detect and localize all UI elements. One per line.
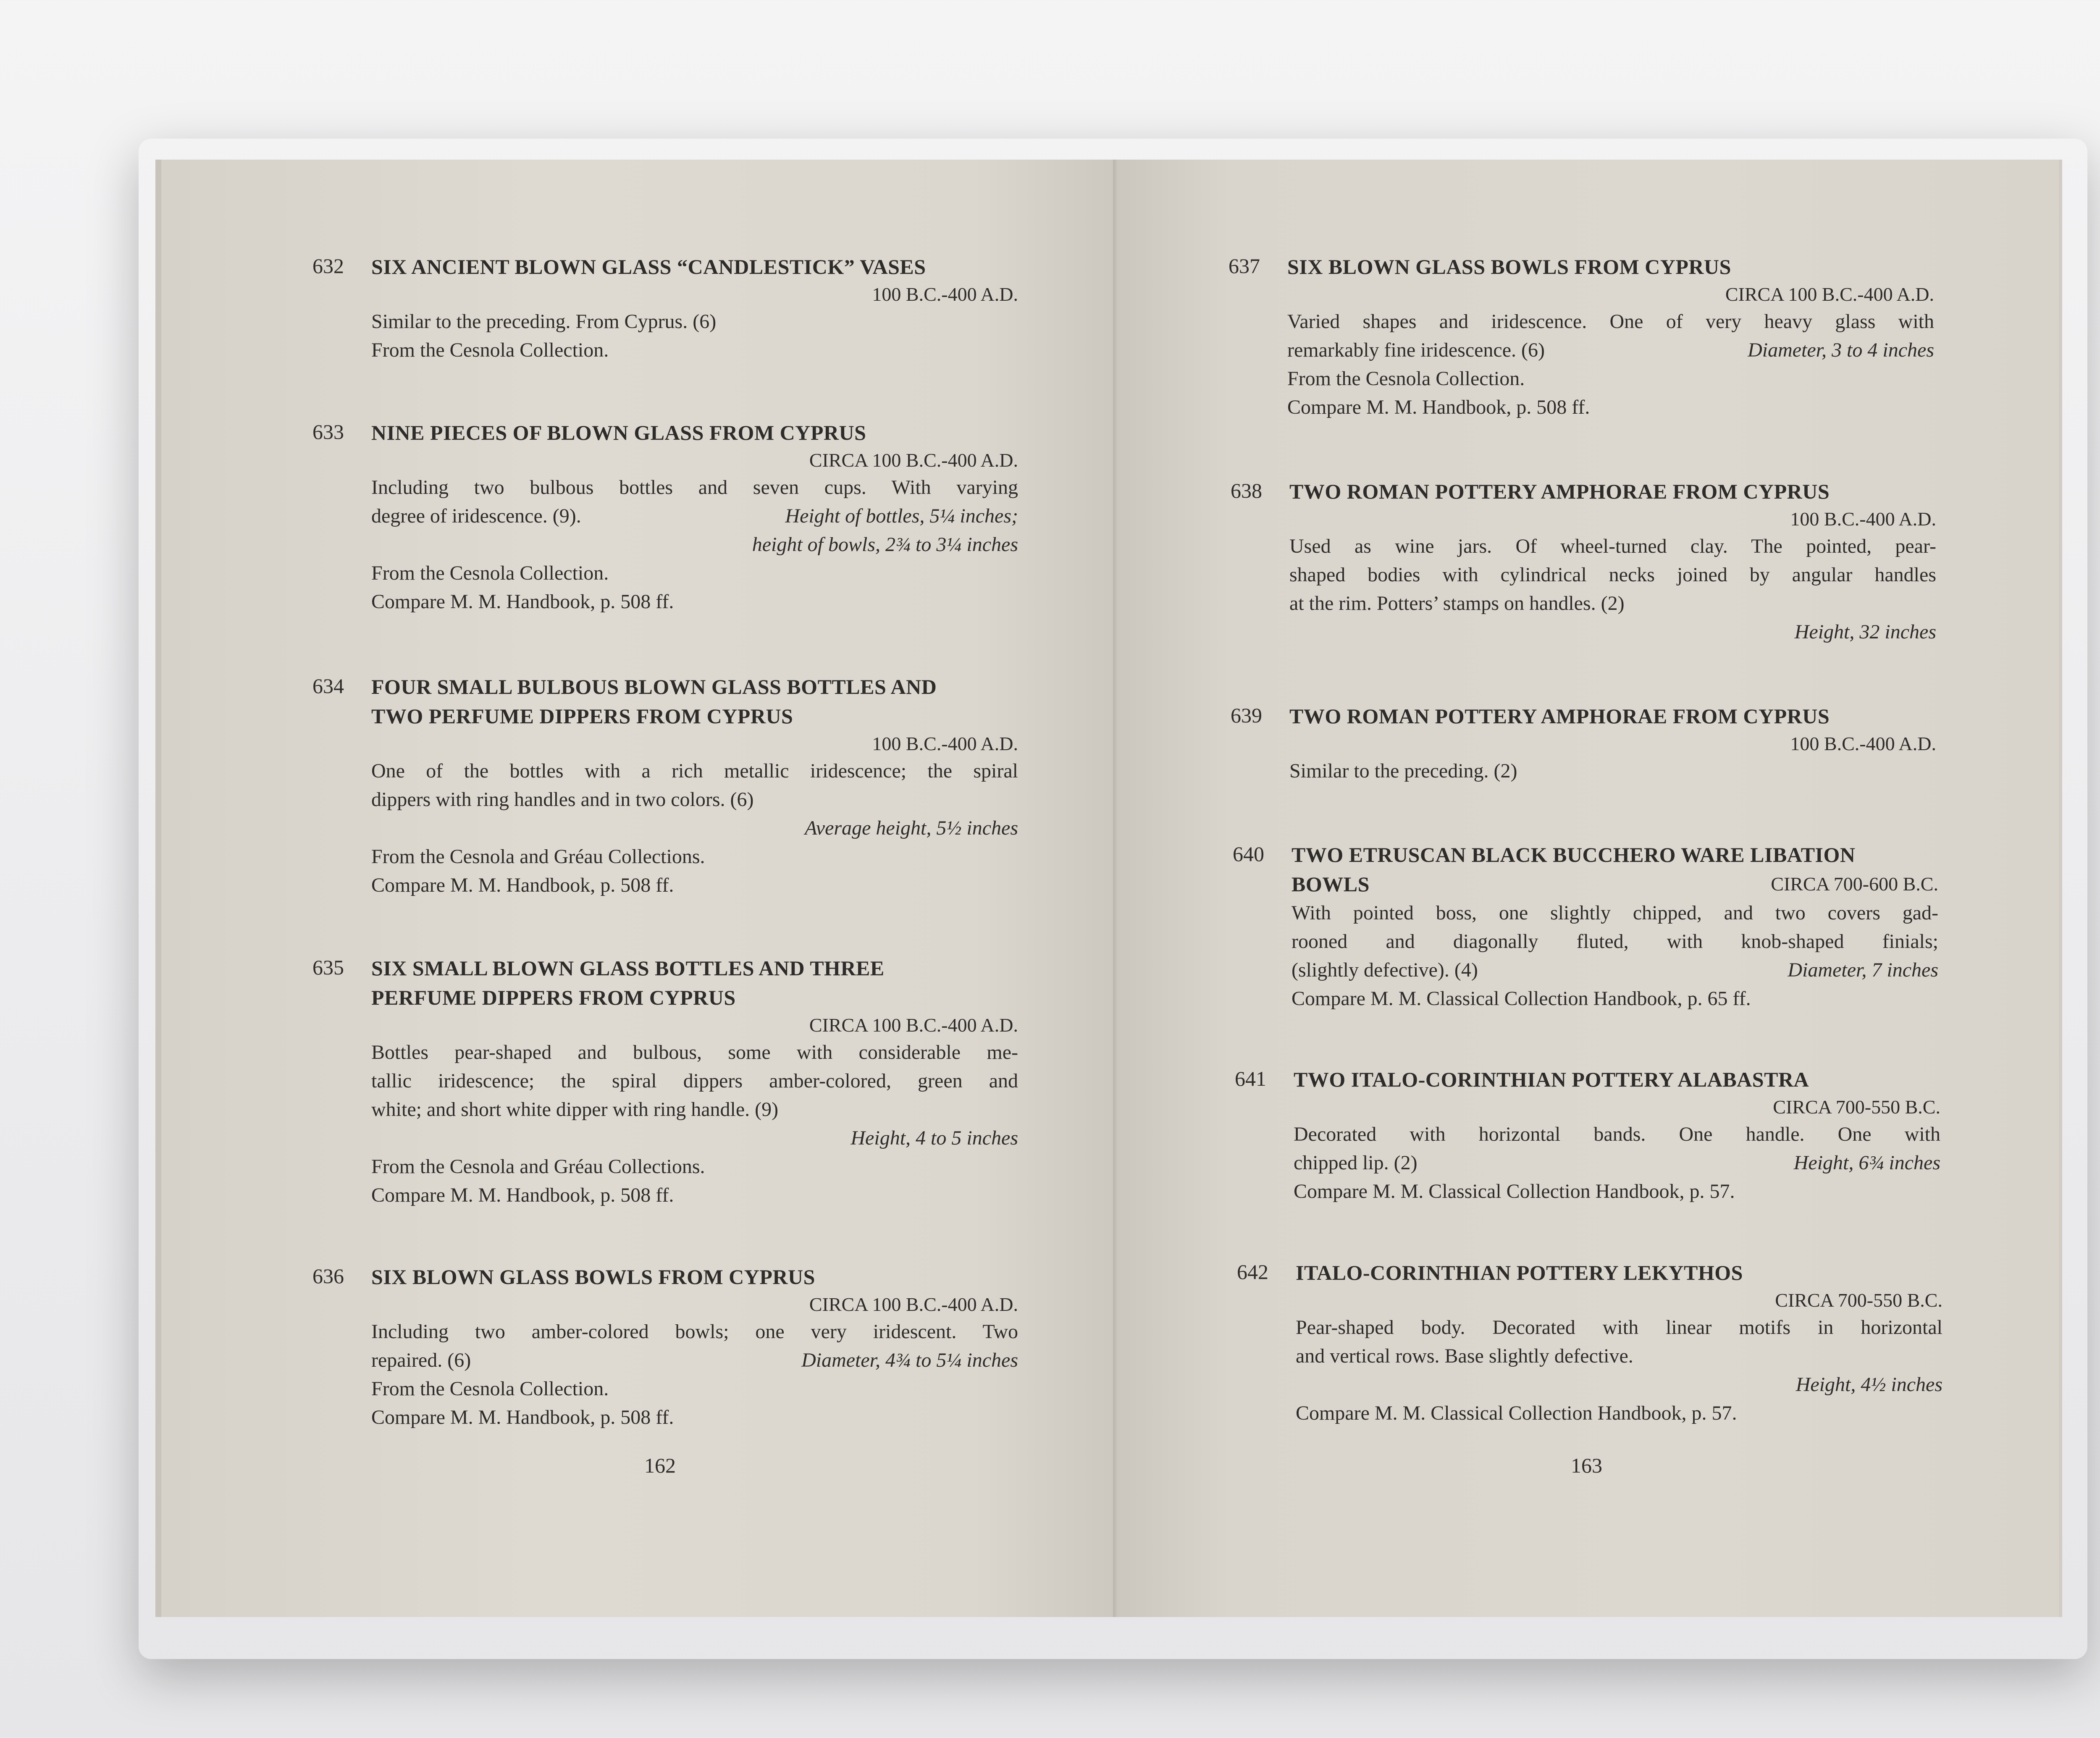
lot-date: CIRCA 700-550 B.C.: [1773, 1096, 1940, 1118]
lot-date: CIRCA 100 B.C.-400 A.D.: [1725, 284, 1934, 305]
lot-title-date-row: [1292, 869, 1938, 899]
lot-description-line: rooned and diagonally fluted, with knob-shaped finials;: [1292, 930, 1938, 953]
lot-description-line: shaped bodies with cylindrical necks joined by angular handles: [1289, 564, 1936, 586]
catalog-entry-637: [1228, 252, 1934, 422]
lot-description-line: Including two bulbous bottles and seven cups. With varying: [371, 476, 1018, 499]
lot-description-line: One of the bottles with a rich metallic iridescence; the spiral: [371, 760, 1018, 782]
lot-measurement: Diameter, 7 inches: [1788, 959, 1938, 981]
lot-measurement: Height, 6¾ inches: [1793, 1152, 1940, 1174]
lot-number: 634: [312, 674, 344, 698]
lot-description-split: [1292, 956, 1938, 985]
lot-date: 100 B.C.-400 A.D.: [872, 284, 1018, 305]
lot-reference: Compare M. M. Handbook, p. 508 ff.: [371, 1184, 674, 1206]
lot-title: PERFUME DIPPERS FROM CYPRUS: [371, 986, 736, 1009]
lot-title: SIX SMALL BLOWN GLASS BOTTLES AND THREE: [371, 956, 885, 980]
lot-title: TWO ITALO-CORINTHIAN POTTERY ALABASTRA: [1294, 1068, 1809, 1091]
page-number: 162: [644, 1454, 676, 1477]
lot-date: CIRCA 700-550 B.C.: [1775, 1289, 1942, 1311]
catalog-entry-632: [312, 252, 1018, 365]
lot-reference: Compare M. M. Handbook, p. 508 ff.: [371, 874, 674, 896]
lot-title: BOWLS: [1292, 872, 1370, 896]
lot-title: SIX BLOWN GLASS BOWLS FROM CYPRUS: [371, 1265, 815, 1289]
lot-provenance: From the Cesnola and Gréau Collections.: [371, 1155, 705, 1178]
lot-measurement: Average height, 5½ inches: [805, 817, 1018, 839]
lot-title: FOUR SMALL BULBOUS BLOWN GLASS BOTTLES AND: [371, 675, 937, 698]
lot-reference: Compare M. M. Classical Collection Handbook, p. 57.: [1294, 1180, 1735, 1202]
lot-description-line: white; and short white dipper with ring handle. (9): [371, 1098, 779, 1121]
page-number: 163: [1571, 1454, 1602, 1477]
lot-provenance: From the Cesnola and Gréau Collections.: [371, 845, 705, 868]
lot-measurement: height of bowls, 2¾ to 3¼ inches: [752, 533, 1018, 556]
lot-description-split: [371, 1346, 1018, 1375]
lot-description-line: With pointed boss, one slightly chipped, and two covers gad-: [1292, 902, 1938, 924]
lot-measurement: Height, 4½ inches: [1796, 1373, 1942, 1396]
lot-description-text: repaired. (6): [371, 1349, 471, 1371]
right-page: [1117, 160, 2062, 1617]
lot-description-line: Similar to the preceding. (2): [1289, 760, 1517, 782]
lot-measurement: Diameter, 4¾ to 5¼ inches: [801, 1349, 1018, 1371]
lot-description-line: Varied shapes and iridescence. One of very heavy glass with: [1287, 310, 1934, 333]
lot-description-line: Including two amber-colored bowls; one very iridescent. Two: [371, 1321, 1018, 1343]
lot-measurement: Height, 32 inches: [1794, 621, 1936, 643]
lot-measurement: Diameter, 3 to 4 inches: [1748, 339, 1934, 361]
lot-provenance: From the Cesnola Collection.: [371, 562, 609, 584]
lot-reference: Compare M. M. Handbook, p. 508 ff.: [1287, 396, 1590, 418]
lot-reference: Compare M. M. Classical Collection Handbook, p. 57.: [1296, 1402, 1737, 1424]
lot-reference: Compare M. M. Handbook, p. 508 ff.: [371, 1406, 674, 1428]
lot-number: 638: [1231, 479, 1262, 502]
lot-reference: Compare M. M. Classical Collection Handbook, p. 65 ff.: [1292, 987, 1751, 1010]
catalog-entry-639: [1231, 701, 1936, 785]
lot-description-text: degree of iridescence. (9).: [371, 505, 581, 527]
lot-number: 640: [1233, 842, 1264, 866]
catalog-entry-642: [1237, 1258, 1942, 1428]
lot-reference: Compare M. M. Handbook, p. 508 ff.: [371, 591, 674, 613]
lot-description-line: Similar to the preceding. From Cyprus. (6): [371, 310, 717, 333]
catalog-entry-640: [1233, 840, 1938, 1013]
lot-provenance: From the Cesnola Collection.: [1287, 368, 1525, 390]
lot-title: SIX BLOWN GLASS BOWLS FROM CYPRUS: [1287, 255, 1731, 278]
lot-title: SIX ANCIENT BLOWN GLASS “CANDLESTICK” VASES: [371, 255, 926, 278]
lot-description-line: at the rim. Potters’ stamps on handles. (2): [1289, 592, 1625, 614]
lot-date: CIRCA 700-600 B.C.: [1771, 873, 1938, 895]
lot-date: CIRCA 100 B.C.-400 A.D.: [809, 1294, 1018, 1315]
lot-number: 635: [312, 956, 344, 979]
lot-number: 641: [1235, 1067, 1266, 1090]
catalog-entry-634: [312, 672, 1018, 900]
lot-description-line: Bottles pear-shaped and bulbous, some with considerable me-: [371, 1041, 1018, 1063]
lot-description-split: [1294, 1149, 1940, 1177]
lot-description-line: and vertical rows. Base slightly defective.: [1296, 1345, 1633, 1367]
lot-date: CIRCA 100 B.C.-400 A.D.: [809, 449, 1018, 471]
lot-title: TWO ROMAN POTTERY AMPHORAE FROM CYPRUS: [1289, 480, 1830, 503]
lot-number: 633: [312, 420, 344, 444]
lot-description-split: [371, 502, 1018, 530]
lot-number: 642: [1237, 1260, 1268, 1284]
catalog-entry-636: [312, 1262, 1018, 1432]
catalog-entry-638: [1231, 477, 1936, 646]
lot-title: TWO PERFUME DIPPERS FROM CYPRUS: [371, 704, 793, 728]
lot-date: CIRCA 100 B.C.-400 A.D.: [809, 1014, 1018, 1036]
lot-description-line: From the Cesnola Collection.: [371, 339, 609, 361]
lot-description-line: dippers with ring handles and in two colors. (6): [371, 788, 754, 811]
left-page: [155, 160, 1117, 1617]
lot-description-text: chipped lip. (2): [1294, 1152, 1418, 1174]
lot-date: 100 B.C.-400 A.D.: [1790, 733, 1936, 754]
lot-provenance: From the Cesnola Collection.: [371, 1378, 609, 1400]
lot-description-line: Used as wine jars. Of wheel-turned clay. The pointed, pear-: [1289, 535, 1936, 557]
lot-measurement: Height, 4 to 5 inches: [850, 1127, 1018, 1149]
catalog-entry-635: [312, 953, 1018, 1210]
lot-title: ITALO-CORINTHIAN POTTERY LEKYTHOS: [1296, 1261, 1743, 1284]
lot-date: 100 B.C.-400 A.D.: [1790, 508, 1936, 530]
lot-number: 639: [1231, 704, 1262, 727]
lot-description-line: tallic iridescence; the spiral dippers amber-colored, green and: [371, 1070, 1018, 1092]
lot-description-text: remarkably fine iridescence. (6): [1287, 339, 1545, 361]
lot-title: NINE PIECES OF BLOWN GLASS FROM CYPRUS: [371, 421, 866, 444]
lot-description-line: Pear-shaped body. Decorated with linear motifs in horizontal: [1296, 1316, 1942, 1339]
lot-number: 632: [312, 254, 344, 278]
lot-description-text: (slightly defective). (4): [1292, 959, 1478, 981]
lot-title: TWO ROMAN POTTERY AMPHORAE FROM CYPRUS: [1289, 704, 1830, 728]
lot-number: 637: [1228, 254, 1260, 278]
catalog-entry-641: [1235, 1065, 1940, 1206]
lot-title: TWO ETRUSCAN BLACK BUCCHERO WARE LIBATION: [1292, 843, 1856, 866]
catalog-entry-633: [312, 418, 1018, 616]
lot-number: 636: [312, 1264, 344, 1288]
lot-description-split: [1287, 336, 1934, 365]
lot-measurement: Height of bottles, 5¼ inches;: [785, 505, 1018, 527]
lot-date: 100 B.C.-400 A.D.: [872, 733, 1018, 754]
lot-description-line: Decorated with horizontal bands. One handle. One with: [1294, 1123, 1940, 1145]
